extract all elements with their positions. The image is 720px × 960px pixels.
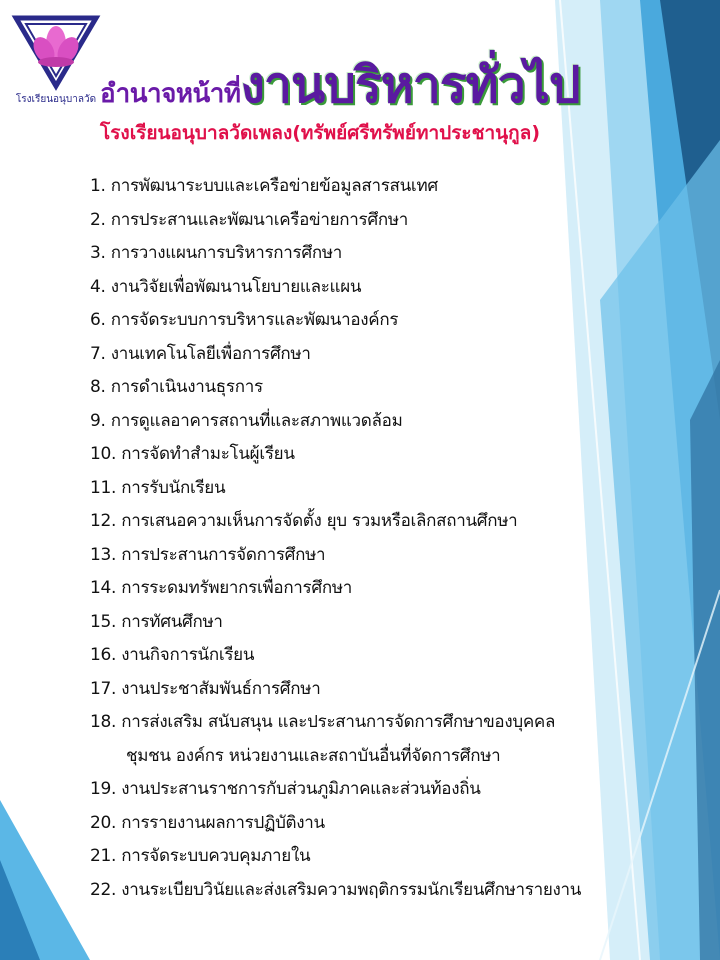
list-item: 4. งานวิจัยเพื่อพัฒนานโยบายและแผน (90, 276, 362, 297)
list-item: 14. การระดมทรัพยากรเพื่อการศึกษา (90, 578, 353, 598)
list-item: 17. งานประชาสัมพันธ์การศึกษา (90, 678, 321, 699)
duties-list (90, 170, 581, 907)
list-item: 16. งานกิจการนักเรียน (90, 645, 255, 665)
title-main: งานบริหารทั่วไป (240, 56, 580, 114)
list-item: 10. การจัดทำสำมะโนผู้เรียน (90, 444, 295, 464)
list-item: 6. การจัดระบบการบริหารและพัฒนาองค์กร (90, 310, 399, 330)
list-item-continuation: ชุมชน องค์กร หน่วยงานและสถาบันอื่นที่จัดการศึกษา (126, 745, 501, 766)
list-item: 20. การรายงานผลการปฏิบัติงาน (90, 812, 325, 833)
title-prefix: อำนาจหน้าที่ (100, 79, 241, 109)
list-item: 22. งานระเบียบวินัยและส่งเสริมความพฤติกรรมนักเรียนศึกษารายงาน (90, 879, 582, 900)
list-item: 3. การวางแผนการบริหารการศึกษา (90, 243, 343, 263)
list-item: 15. การทัศนศึกษา (90, 611, 223, 632)
list-item: 12. การเสนอความเห็นการจัดตั้ง ยุบ รวมหรือเลิกสถานศึกษา (90, 511, 518, 531)
list-item: 19. งานประสานราชการกับส่วนภูมิภาคและส่วนท้องถิ่น (90, 779, 481, 799)
list-item: 1. การพัฒนาระบบและเครือข่ายข้อมูลสารสนเทศ (90, 176, 438, 196)
list-item: 9. การดูแลอาคารสถานที่และสภาพแวดล้อม (90, 410, 403, 431)
page-title (100, 46, 580, 125)
list-item: 18. การส่งเสริม สนับสนุน และประสานการจัดการศึกษาของบุคคล (90, 712, 556, 732)
list-item: 7. งานเทคโนโลยีเพื่อการศึกษา (90, 343, 311, 364)
school-name-subtitle: โรงเรียนอนุบาลวัดเพลง(ทรัพย์ศรีทรัพย์ทาประชานุกูล) (100, 122, 540, 144)
logo-text: โรงเรียนอนุบาลวัด (15, 94, 97, 105)
list-item: 8. การดำเนินงานธุรการ (90, 377, 263, 397)
list-item: 11. การรับนักเรียน (90, 477, 226, 498)
school-logo (6, 6, 106, 106)
list-item: 21. การจัดระบบควบคุมภายใน (90, 846, 311, 866)
list-item: 2. การประสานและพัฒนาเครือข่ายการศึกษา (90, 209, 408, 230)
list-item: 13. การประสานการจัดการศึกษา (90, 544, 326, 565)
lotus-emblem-icon (6, 6, 106, 106)
